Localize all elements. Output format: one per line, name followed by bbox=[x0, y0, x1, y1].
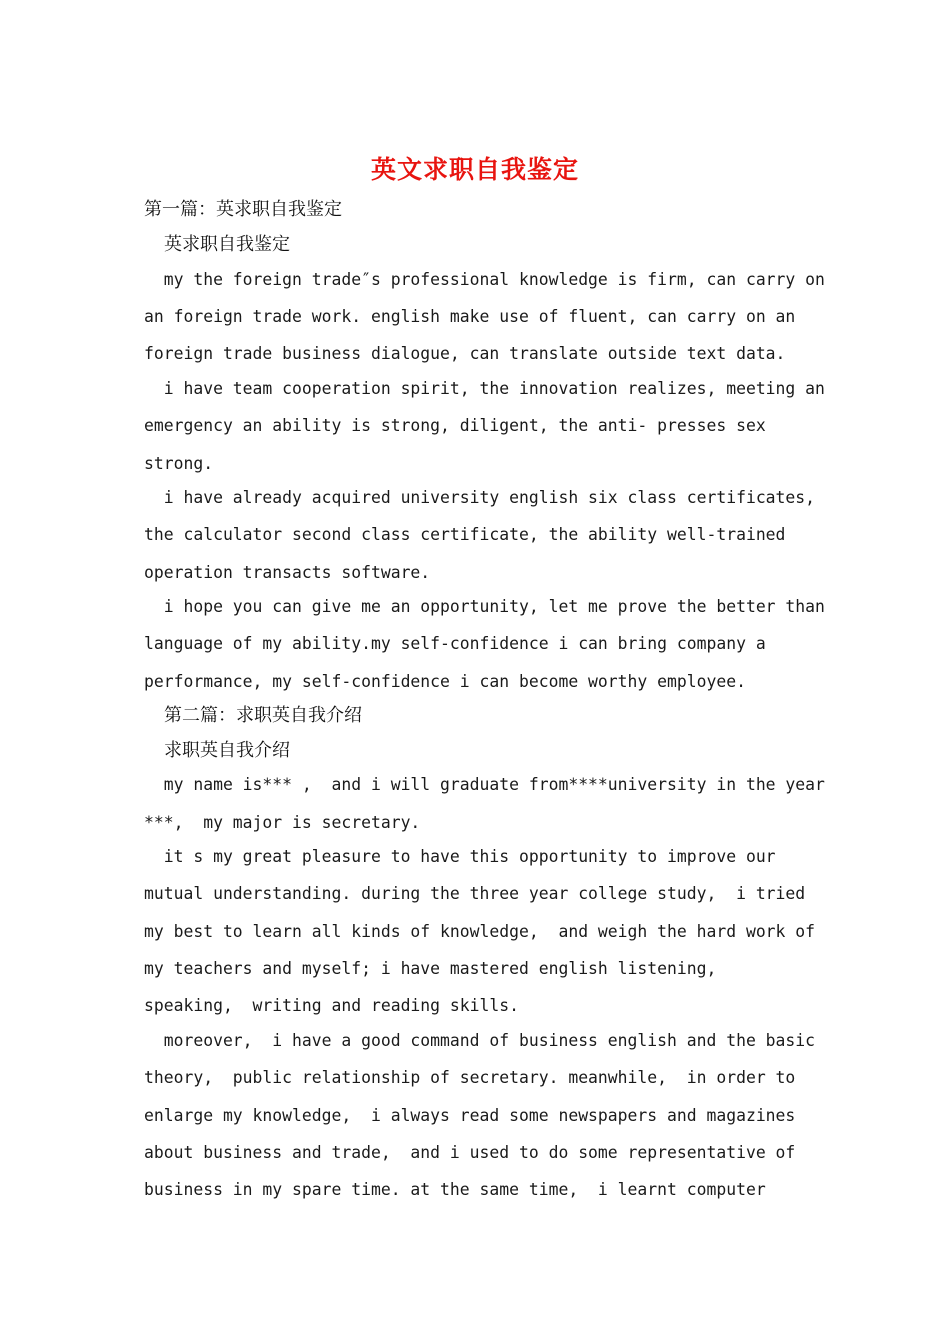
paragraph-line: mutual understanding. during the three year college study, i tried bbox=[144, 884, 806, 903]
paragraph-line: it s my great pleasure to have this opportunity to improve our bbox=[144, 847, 776, 866]
paragraph-line: business in my spare time. at the same time, i learnt computer bbox=[144, 1180, 766, 1199]
section1-subheading: 英求职自我鉴定 bbox=[164, 234, 290, 255]
paragraph-line: i have team cooperation spirit, the innovation realizes, meeting an bbox=[144, 379, 825, 398]
paragraph-line: language of my ability.my self-confidence i can bring company a bbox=[144, 634, 766, 653]
paragraph-line: performance, my self-confidence i can become worthy employee. bbox=[144, 672, 746, 691]
paragraph-line: i hope you can give me an opportunity, let me prove the better than bbox=[144, 597, 825, 616]
paragraph-line: speaking, writing and reading skills. bbox=[144, 996, 519, 1015]
paragraph-line: an foreign trade work. english make use of fluent, can carry on an bbox=[144, 307, 796, 326]
paragraph-line: ***, my major is secretary. bbox=[144, 813, 421, 832]
paragraph-line: theory, public relationship of secretary. meanwhile, in order to bbox=[144, 1068, 796, 1087]
paragraph-line: my the foreign trade″s professional knowledge is firm, can carry on bbox=[144, 270, 825, 289]
paragraph-line: moreover, i have a good command of business english and the basic bbox=[144, 1031, 816, 1050]
paragraph-line: my name is*** , and i will graduate from****university in the year bbox=[144, 775, 825, 794]
paragraph-line: operation transacts software. bbox=[144, 563, 431, 582]
section2-heading: 第二篇：求职英自我介绍 bbox=[164, 705, 362, 726]
paragraph-line: my best to learn all kinds of knowledge, and weigh the hard work of bbox=[144, 922, 816, 941]
paragraph-line: i have already acquired university english six class certificates, bbox=[144, 488, 816, 507]
paragraph-line: strong. bbox=[144, 454, 214, 473]
paragraph-line: enlarge my knowledge, i always read some newspapers and magazines bbox=[144, 1106, 796, 1125]
paragraph-line: foreign trade business dialogue, can translate outside text data. bbox=[144, 344, 786, 363]
section2-subheading: 求职英自我介绍 bbox=[164, 740, 290, 761]
section1-heading: 第一篇：英求职自我鉴定 bbox=[144, 199, 342, 220]
paragraph-line: about business and trade, and i used to do some representative of bbox=[144, 1143, 796, 1162]
document-title: 英文求职自我鉴定 bbox=[370, 155, 579, 184]
paragraph-line: emergency an ability is strong, diligent, the anti- presses sex bbox=[144, 416, 766, 435]
paragraph-line: my teachers and myself; i have mastered english listening, bbox=[144, 959, 717, 978]
paragraph-line: the calculator second class certificate, the ability well-trained bbox=[144, 525, 786, 544]
